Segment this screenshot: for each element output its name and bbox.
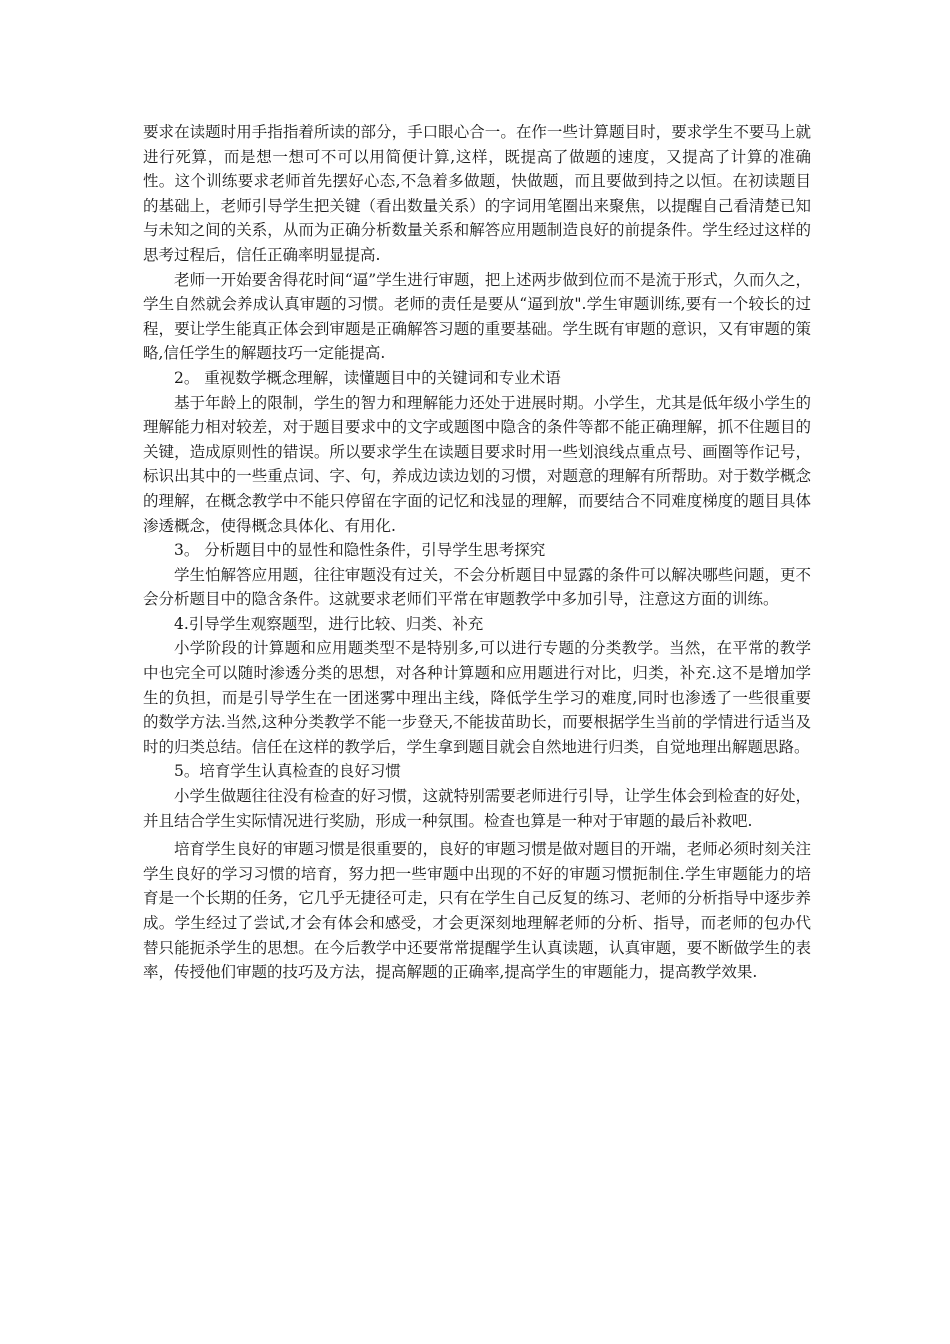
section-heading-2: 2。 重视数学概念理解，读懂题目中的关键词和专业术语 bbox=[174, 368, 561, 387]
paragraph-checking-habit: 小学生做题往往没有检查的好习惯，这就特别需要老师进行引导，让学生体会到检查的好处，并且结合学生实际情况进行奖励，形成一种氛围。检查也算是一种对于审题的最后补救吧. bbox=[143, 787, 811, 830]
section-heading-5: 5。培育学生认真检查的良好习惯 bbox=[174, 762, 401, 781]
document-page bbox=[143, 120, 811, 985]
paragraph-teacher-guidance: 老师一开始要舍得花时间“逼”学生进行审题，把上述两步做到位而不是流于形式，久而久之，学生自然就会养成认真审题的习惯。老师的责任是要从“逼到放".学生审题训练,要有一个较长的过程，要让学生能真正体会到审题是正确解答习题的重要基础。学生既有审题的意识，又有审题的策略,信任学生的解题技巧一定能提高. bbox=[143, 270, 811, 363]
section-heading-4: 4.引导学生观察题型，进行比较、归类、补充 bbox=[174, 614, 484, 633]
paragraph-conditions: 学生怕解答应用题，往往审题没有过关，不会分析题目中显露的条件可以解决哪些问题，更不会分析题目中的隐含条件。这就要求老师们平常在审题教学中多加引导，注意这方面的训练。 bbox=[143, 565, 811, 609]
paragraph-reading-method: 要求在读题时用手指指着所读的部分，手口眼心合一。在作一些计算题目时，要求学生不要马上就进行死算，而是想一想可不可以用简便计算,这样，既提高了做题的速度，又提高了计算的准确性。这个训练要求老师首先摆好心态,不急着多做题，快做题，而且要做到持之以恒。在初读题目的基础上，老师引导学生把关键（看出数量关系）的字词用笔圈出来聚焦，以提醒自己看清楚已知与未知之间的关系，从而为正确分析数量关系和解答应用题制造良好的前提条件。学生经过这样的思考过程后，信任正确率明显提高. bbox=[143, 123, 811, 264]
paragraph-conclusion: 培育学生良好的审题习惯是很重要的，良好的审题习惯是做对题目的开端，老师必须时刻关注学生良好的学习习惯的培育，努力把一些审题中出现的不好的审题习惯扼制住.学生审题能力的培育是一个长期的任务，它几乎无捷径可走，只有在学生自己反复的练习、老师的分析指导中逐步养成。学生经过了尝试,才会有体会和感受，才会更深刻地理解老师的分析、指导，而老师的包办代替只能扼杀学生的思想。在今后教学中还要常常提醒学生认真读题，认真审题，要不断做学生的表率，传授他们审题的技巧及方法，提高解题的正确率,提高学生的审题能力，提高教学效果. bbox=[143, 840, 811, 982]
section-heading-3: 3。 分析题目中的显性和隐性条件，引导学生思考探究 bbox=[174, 541, 546, 560]
paragraph-classification: 小学阶段的计算题和应用题类型不是特别多,可以进行专题的分类教学。当然，在平常的教学中也完全可以随时渗透分类的思想，对各种计算题和应用题进行对比，归类，补充.这不是增加学生的负担，而是引导学生在一团迷雾中理出主线，降低学生学习的难度,同时也渗透了一些很重要的数学方法.当然,这种分类教学不能一步登天,不能拔苗助长，而要根据学生当前的学情进行适当及时的归类总结。信任在这样的教学后，学生拿到题目就会自然地进行归类，自觉地理出解题思路。 bbox=[143, 639, 811, 756]
paragraph-math-concepts: 基于年龄上的限制，学生的智力和理解能力还处于进展时期。小学生，尤其是低年级小学生的理解能力相对较差，对于题目要求中的文字或题图中隐含的条件等都不能正确理解，抓不住题目的关键，造成原则性的错误。所以要求学生在读题目要求时用一些划浪线点重点号、画圈等作记号，标识出其中的一些重点词、字、句，养成边读边划的习惯，对题意的理解有所帮助。对于数学概念的理解，在概念教学中不能只停留在字面的记忆和浅显的理解，而要结合不同难度梯度的题目具体渗透概念，使得概念具体化、有用化. bbox=[143, 393, 811, 535]
